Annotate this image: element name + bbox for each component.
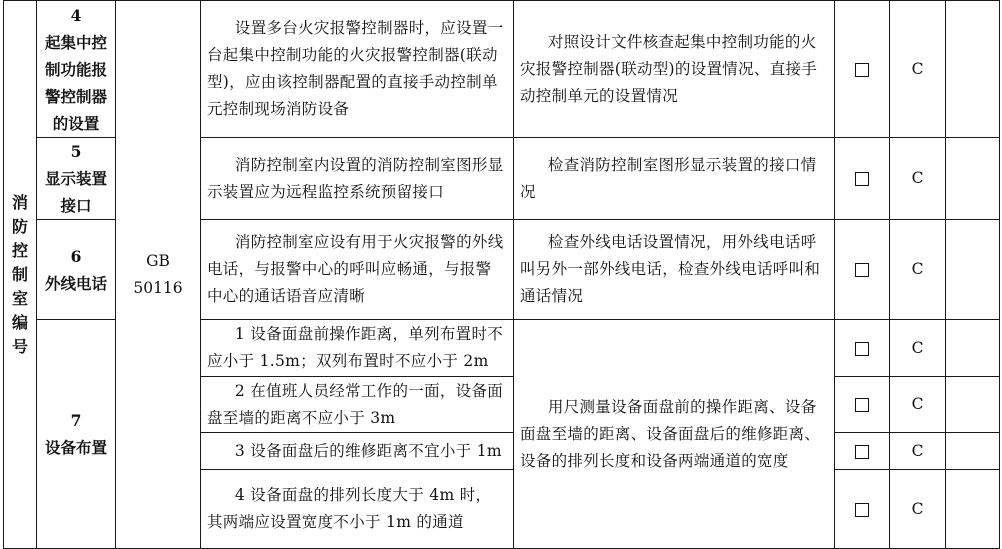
item-number: 4	[70, 5, 82, 25]
checkbox[interactable]	[855, 172, 869, 186]
item-name-line: 的设置	[52, 113, 100, 133]
blank-cell	[946, 220, 1000, 320]
checkbox[interactable]	[855, 398, 869, 412]
item-name-cell	[37, 220, 116, 320]
item-number: 6	[70, 246, 82, 266]
checkbox-cell[interactable]	[835, 377, 890, 433]
check-method-text: 对照设计文件核查起集中控制功能的火灾报警控制器(联动型)的设置情况、直接手动控制单元的设置情况	[514, 1, 835, 138]
item-name-line: 显示装置	[44, 169, 107, 188]
checkbox-cell[interactable]	[835, 220, 890, 320]
blank-cell	[946, 1, 1000, 138]
blank-cell	[946, 320, 1000, 377]
checkbox[interactable]	[855, 503, 869, 517]
group-label: 消防控制室编号	[4, 1, 37, 549]
grade: C	[890, 320, 946, 377]
checkbox-cell[interactable]	[835, 1, 890, 138]
checkbox[interactable]	[855, 445, 869, 459]
item-name-cell	[37, 138, 116, 220]
checkbox[interactable]	[855, 63, 869, 77]
item-name-line: 外线电话	[44, 273, 107, 293]
checkbox-cell[interactable]	[835, 320, 890, 377]
grade: C	[890, 377, 946, 433]
requirement-text: 设置多台火灾报警控制器时，应设置一台起集中控制功能的火灾报警控制器(联动型)，应由该控制器配置的直接手动控制单元控制现场消防设备	[201, 1, 514, 138]
checkbox-cell[interactable]	[835, 470, 890, 549]
standard-code: GB 50116	[116, 1, 201, 549]
item-name-line: 接口	[60, 196, 92, 215]
blank-cell	[946, 138, 1000, 220]
item-name-cell	[37, 320, 116, 549]
table-row	[4, 1, 1000, 138]
sub-requirement-text: 1 设备面盘前操作距离，单列布置时不应小于 1.5m；双列布置时不应小于 2m	[201, 320, 514, 377]
checkbox-cell[interactable]	[835, 138, 890, 220]
check-method-text: 检查消防控制室图形显示装置的接口情况	[514, 138, 835, 220]
check-method-text: 用尺测量设备面盘前的操作距离、设备面盘至墙的距离、设备面盘后的维修距离、设备的排列长度和设备两端通道的宽度	[514, 320, 835, 549]
requirement-text: 消防控制室内设置的消防控制室图形显示装置应为远程监控系统预留接口	[201, 138, 514, 220]
blank-cell	[946, 377, 1000, 433]
check-method-text: 检查外线电话设置情况，用外线电话呼叫另外一部外线电话，检查外线电话呼叫和通话情况	[514, 220, 835, 320]
item-name-line: 制功能报	[44, 59, 107, 79]
grade: C	[890, 220, 946, 320]
item-name-cell	[37, 1, 116, 138]
item-number: 7	[70, 411, 82, 430]
checkbox[interactable]	[855, 263, 869, 277]
item-name-line: 设备布置	[44, 438, 107, 457]
checkbox-cell[interactable]	[835, 433, 890, 470]
sub-requirement-text: 4 设备面盘的排列长度大于 4m 时，其两端应设置宽度不小于 1m 的通道	[201, 470, 514, 549]
requirement-text: 消防控制室应设有用于火灾报警的外线电话，与报警中心的呼叫应畅通，与报警中心的通话语音应清晰	[201, 220, 514, 320]
grade: C	[890, 138, 946, 220]
item-name-line: 起集中控	[44, 32, 107, 52]
grade: C	[890, 433, 946, 470]
grade: C	[890, 470, 946, 549]
sub-requirement-text: 3 设备面盘后的维修距离不宜小于 1m	[201, 433, 514, 470]
checkbox[interactable]	[855, 342, 869, 356]
inspection-table	[3, 0, 1000, 549]
item-number: 5	[70, 142, 82, 161]
item-name-line: 警控制器	[44, 86, 107, 106]
blank-cell	[946, 433, 1000, 470]
blank-cell	[946, 470, 1000, 549]
sub-requirement-text: 2 在值班人员经常工作的一面，设备面盘至墙的距离不应小于 3m	[201, 377, 514, 433]
grade: C	[890, 1, 946, 138]
